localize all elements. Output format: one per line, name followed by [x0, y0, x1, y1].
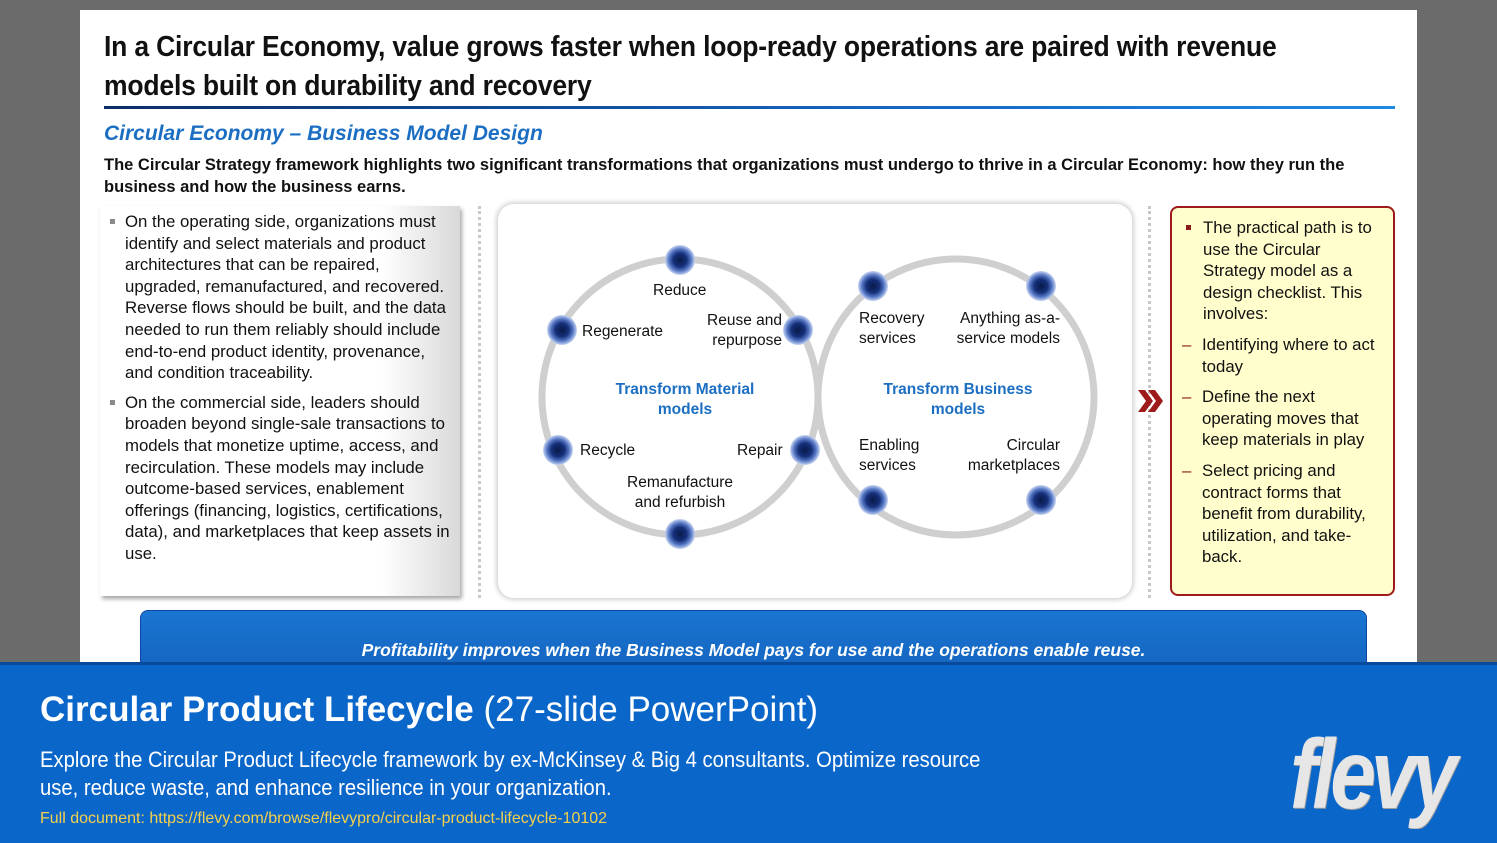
takeaway-banner [140, 610, 1367, 670]
callout-item: – Select pricing and contract forms that benefit from durability, utilization, and take-back. [1182, 460, 1385, 568]
callout-sub-list [1182, 334, 1385, 568]
section-subtitle: Circular Economy – Business Model Design [104, 122, 543, 145]
circular-strategy-diagram [498, 204, 1132, 598]
footer-top-edge [0, 662, 1497, 665]
practical-path-callout [1170, 206, 1395, 596]
label-aas: Anything as-a-service models [956, 310, 1060, 347]
document-description: Explore the Circular Product Lifecycle framework by ex-McKinsey & Big 4 consultants. Optimize resource use, reduce waste, and enhance resilience in your organization. [40, 747, 981, 800]
node-repair [790, 435, 820, 465]
flevy-logo[interactable]: flevy [1290, 719, 1453, 829]
node-regenerate [547, 315, 577, 345]
document-title-meta: (27-slide PowerPoint) [473, 690, 819, 729]
label-regenerate: Regenerate [582, 323, 664, 340]
promo-footer [0, 662, 1497, 843]
node-reduce [665, 245, 695, 275]
document-title-name: Circular Product Lifecycle [40, 690, 474, 729]
node-reuse [783, 315, 813, 345]
left-text-panel [100, 206, 460, 596]
label-enabling: Enabling services [859, 437, 920, 474]
center-business: Transform Business models [883, 381, 1033, 418]
document-link[interactable]: Full document: https://flevy.com/browse/flevypro/circular-product-lifecycle-10102 [40, 810, 608, 827]
node-enabling [858, 485, 888, 515]
node-recycle [543, 435, 573, 465]
slide-title: In a Circular Economy, value grows faster when loop-ready operations are paired with revenue models built on durability and recovery [104, 31, 1277, 102]
callout-item: – Define the next operating moves that keep materials in play [1182, 386, 1385, 451]
slide [80, 10, 1417, 670]
node-recovery [858, 271, 888, 301]
dotted-separator-left [478, 206, 481, 598]
label-reuse: Reuse and repurpose [707, 312, 782, 349]
node-marketplaces [1026, 485, 1056, 515]
label-remanufacture: Remanufacture and refurbish [627, 474, 733, 511]
double-chevron-right-icon [1136, 388, 1166, 414]
document-title [40, 690, 818, 730]
title-divider [104, 106, 1395, 109]
left-bullet-operating: On the operating side, organizations must identify and select materials and product architectures that can be repaired, upgraded, remanufactured, and recovered. Reverse flows should be built, and the data needed to run them reliably should include end-to-end product identity, provenance, and condition traceability. [104, 211, 450, 384]
label-reduce: Reduce [653, 282, 707, 299]
label-recycle: Recycle [580, 442, 636, 459]
left-bullet-list [100, 206, 460, 565]
takeaway-text: Profitability improves when the Business Model pays for use and the operations enable reuse. [361, 640, 1146, 660]
intro-text: The Circular Strategy framework highlights two significant transformations that organizations must undergo to thrive in a Circular Economy: how they run the business and how the business earns. [104, 156, 1345, 196]
label-recovery: Recovery services [859, 310, 925, 347]
label-repair: Repair [737, 442, 783, 459]
node-remanufacture [665, 519, 695, 549]
callout-lead: The practical path is to use the Circular Strategy model as a design checklist. This involves: [1182, 217, 1385, 325]
left-bullet-commercial: On the commercial side, leaders should broaden beyond single-sale transactions to models that monetize uptime, access, and recirculation. These models may include outcome-based services, enablement offerings (financing, logistics, certifications, data), and marketplaces that keep assets in use. [104, 392, 450, 565]
center-material: Transform Material models [615, 381, 755, 418]
label-marketplaces: Circular marketplaces [967, 437, 1060, 474]
callout-item: – Identifying where to act today [1182, 334, 1385, 377]
node-aas [1026, 271, 1056, 301]
